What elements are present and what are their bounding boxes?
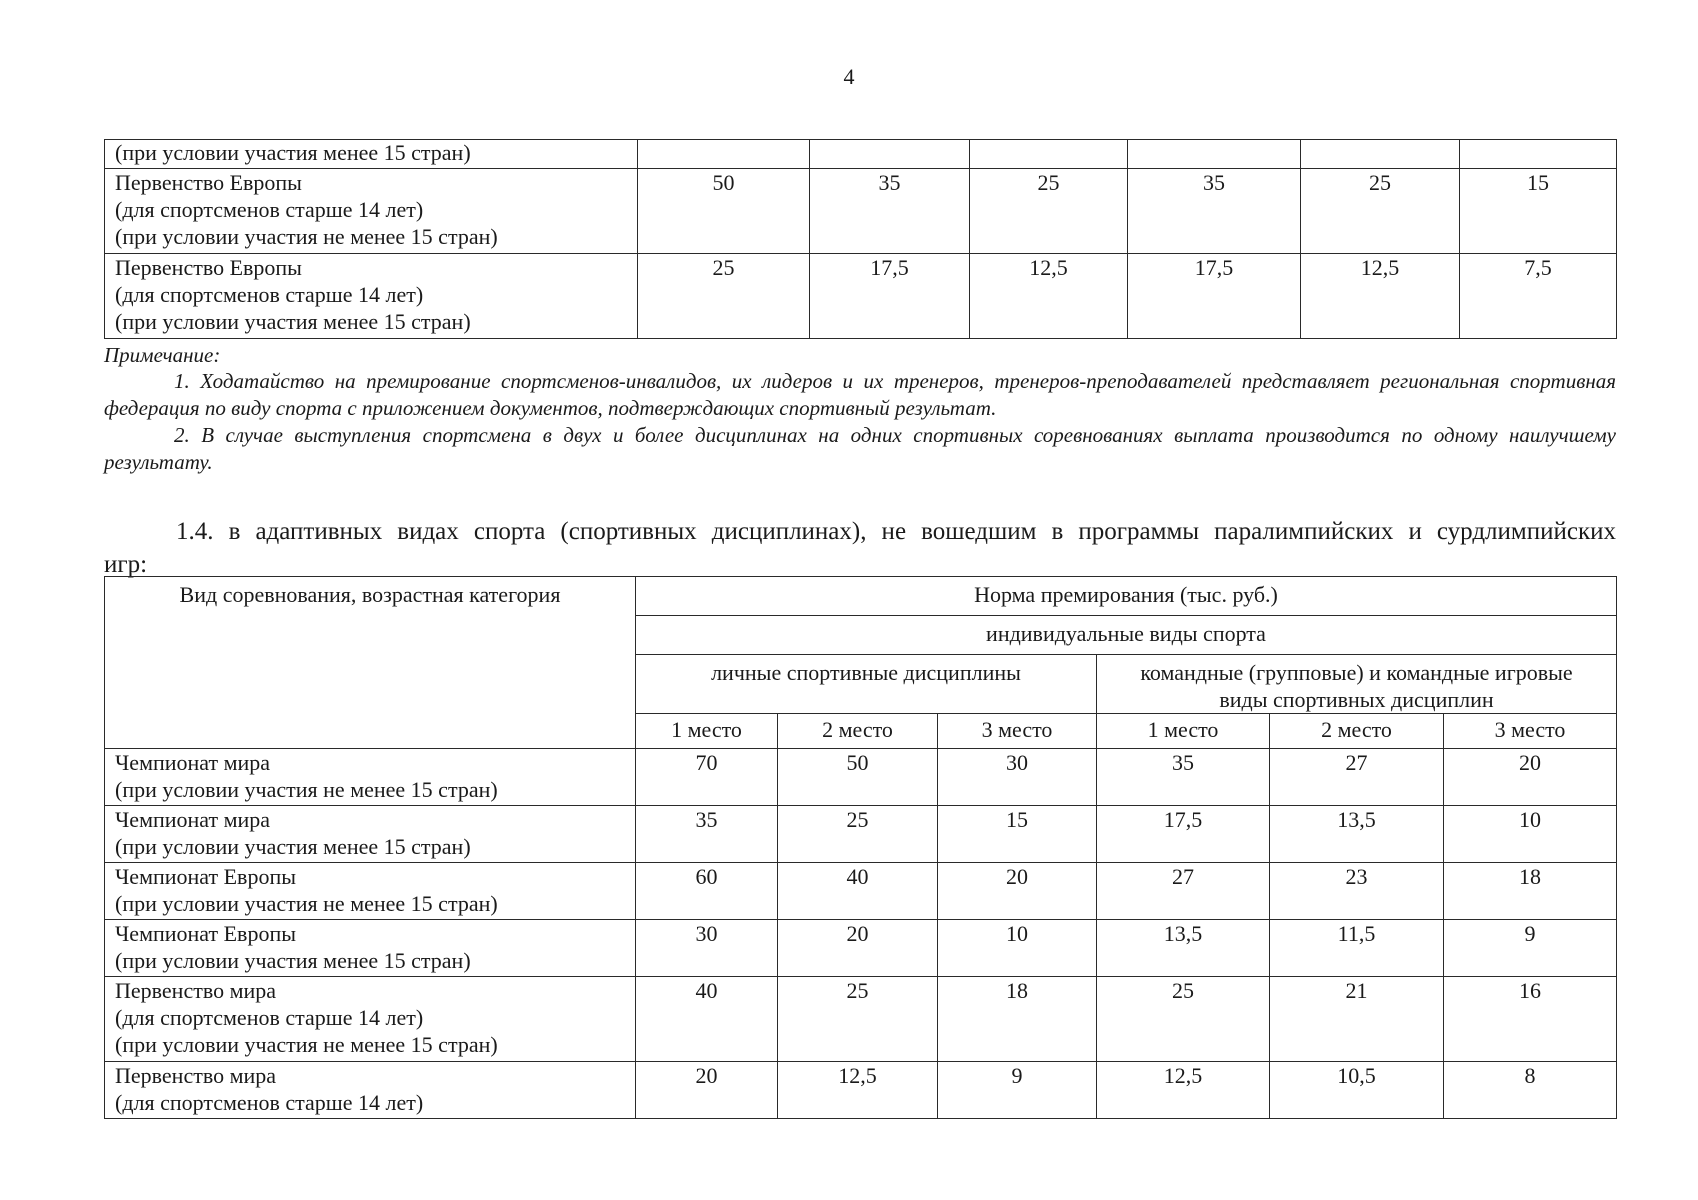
award-cell: 25 bbox=[970, 169, 1128, 254]
award-cell: 20 bbox=[778, 920, 938, 977]
header-individual: индивидуальные виды спорта bbox=[636, 616, 1617, 655]
award-cell: 27 bbox=[1097, 863, 1270, 920]
awards-table-continued bbox=[104, 139, 1617, 339]
award-cell: 50 bbox=[638, 169, 810, 254]
header-row bbox=[105, 577, 1617, 616]
header-place: 3 место bbox=[1444, 714, 1617, 749]
award-cell: 20 bbox=[1444, 749, 1617, 806]
row-label: Чемпионат мира (при условии участия не менее 15 стран) bbox=[105, 749, 636, 806]
award-cell: 21 bbox=[1270, 977, 1444, 1062]
award-cell: 16 bbox=[1444, 977, 1617, 1062]
row-label: Первенство мира (для спортсменов старше 14 лет) bbox=[105, 1062, 636, 1119]
award-cell: 25 bbox=[1097, 977, 1270, 1062]
row-label: (при условии участия менее 15 стран) bbox=[105, 140, 638, 169]
award-cell: 17,5 bbox=[810, 254, 970, 339]
award-cell: 17,5 bbox=[1128, 254, 1301, 339]
table-row bbox=[105, 863, 1617, 920]
award-cell: 12,5 bbox=[970, 254, 1128, 339]
header-team: командные (групповые) и командные игровые виды спортивных дисциплин bbox=[1097, 655, 1617, 714]
header-place: 1 место bbox=[636, 714, 778, 749]
header-competition: Вид соревнования, возрастная категория bbox=[105, 577, 636, 749]
award-cell bbox=[970, 140, 1128, 169]
row-label: Чемпионат Европы (при условии участия не менее 15 стран) bbox=[105, 863, 636, 920]
award-cell: 13,5 bbox=[1270, 806, 1444, 863]
header-place: 2 место bbox=[1270, 714, 1444, 749]
award-cell: 18 bbox=[1444, 863, 1617, 920]
award-cell: 40 bbox=[636, 977, 778, 1062]
award-cell: 50 bbox=[778, 749, 938, 806]
award-cell: 10 bbox=[1444, 806, 1617, 863]
table-row bbox=[105, 169, 1617, 254]
table-row bbox=[105, 254, 1617, 339]
award-cell: 12,5 bbox=[1301, 254, 1460, 339]
note-item-1: 1. Ходатайство на премирование спортсменов-инвалидов, их лидеров и их тренеров, тренеров-преподавателей представляет региональная спортивная федерация по виду спорта с приложением документов, подтверждающих спортивный результат. bbox=[104, 369, 1616, 420]
table-row bbox=[105, 806, 1617, 863]
award-cell: 9 bbox=[1444, 920, 1617, 977]
award-cell bbox=[638, 140, 810, 169]
award-cell bbox=[1128, 140, 1301, 169]
award-cell: 10 bbox=[938, 920, 1097, 977]
header-place: 1 место bbox=[1097, 714, 1270, 749]
award-cell: 7,5 bbox=[1460, 254, 1617, 339]
award-cell: 17,5 bbox=[1097, 806, 1270, 863]
row-label: Чемпионат Европы (при условии участия менее 15 стран) bbox=[105, 920, 636, 977]
award-cell: 12,5 bbox=[778, 1062, 938, 1119]
award-cell: 11,5 bbox=[1270, 920, 1444, 977]
header-place: 2 место bbox=[778, 714, 938, 749]
award-cell: 30 bbox=[938, 749, 1097, 806]
award-cell: 25 bbox=[778, 977, 938, 1062]
header-norm: Норма премирования (тыс. руб.) bbox=[636, 577, 1617, 616]
award-cell: 9 bbox=[938, 1062, 1097, 1119]
award-cell: 18 bbox=[938, 977, 1097, 1062]
table-row bbox=[105, 920, 1617, 977]
award-cell: 13,5 bbox=[1097, 920, 1270, 977]
awards-table-adaptive-sports bbox=[104, 576, 1617, 1119]
row-label: Первенство Европы (для спортсменов старше 14 лет) (при условии участия менее 15 стран) bbox=[105, 254, 638, 339]
header-place: 3 место bbox=[938, 714, 1097, 749]
award-cell: 25 bbox=[1301, 169, 1460, 254]
award-cell: 23 bbox=[1270, 863, 1444, 920]
award-cell: 12,5 bbox=[1097, 1062, 1270, 1119]
award-cell bbox=[810, 140, 970, 169]
row-label: Чемпионат мира (при условии участия менее 15 стран) bbox=[105, 806, 636, 863]
table-row bbox=[105, 1062, 1617, 1119]
award-cell: 8 bbox=[1444, 1062, 1617, 1119]
table-row bbox=[105, 977, 1617, 1062]
award-cell: 25 bbox=[778, 806, 938, 863]
award-cell: 15 bbox=[938, 806, 1097, 863]
award-cell: 10,5 bbox=[1270, 1062, 1444, 1119]
award-cell: 35 bbox=[1128, 169, 1301, 254]
award-cell: 35 bbox=[1097, 749, 1270, 806]
award-cell: 40 bbox=[778, 863, 938, 920]
award-cell: 27 bbox=[1270, 749, 1444, 806]
award-cell: 20 bbox=[636, 1062, 778, 1119]
award-cell: 60 bbox=[636, 863, 778, 920]
award-cell: 25 bbox=[638, 254, 810, 339]
table-row bbox=[105, 140, 1617, 169]
award-cell: 30 bbox=[636, 920, 778, 977]
header-personal: личные спортивные дисциплины bbox=[636, 655, 1097, 714]
note-item-2: 2. В случае выступления спортсмена в двух и более дисциплинах на одних спортивных соревнованиях выплата производится по одному наилучшему результату. bbox=[104, 423, 1616, 474]
award-cell: 70 bbox=[636, 749, 778, 806]
award-cell bbox=[1301, 140, 1460, 169]
row-label: Первенство Европы (для спортсменов старше 14 лет) (при условии участия не менее 15 стран) bbox=[105, 169, 638, 254]
award-cell: 20 bbox=[938, 863, 1097, 920]
note-title: Примечание: bbox=[104, 343, 221, 367]
page-number: 4 bbox=[843, 64, 855, 89]
award-cell: 35 bbox=[636, 806, 778, 863]
row-label: Первенство мира (для спортсменов старше 14 лет) (при условии участия не менее 15 стран) bbox=[105, 977, 636, 1062]
section-heading: 1.4. в адаптивных видах спорта (спортивных дисциплинах), не вошедшим в программы паралимпийских и сурдлимпийских игр: bbox=[104, 518, 1616, 578]
table-row bbox=[105, 749, 1617, 806]
award-cell bbox=[1460, 140, 1617, 169]
award-cell: 15 bbox=[1460, 169, 1617, 254]
award-cell: 35 bbox=[810, 169, 970, 254]
